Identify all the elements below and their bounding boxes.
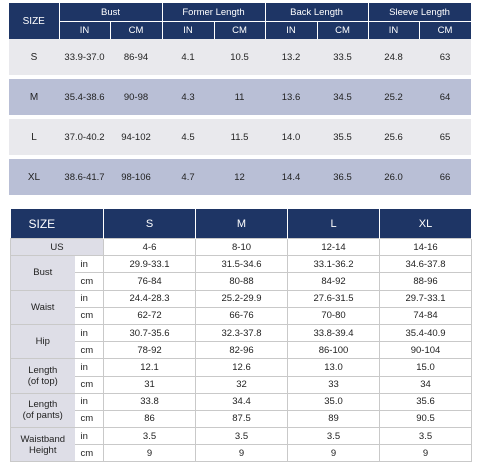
table2-size-col-header: S <box>104 209 196 239</box>
table1-unit-header: CM <box>419 22 471 40</box>
table2-unit: in <box>75 324 104 341</box>
table1-group-header: Back Length <box>265 3 368 22</box>
table1-cell: 35.5 <box>317 117 368 157</box>
table2-cell: 3.5 <box>196 428 288 445</box>
table2-row <box>11 342 472 359</box>
table2-measure-label-line: Length <box>28 365 58 376</box>
table2-cell: 33.8-39.4 <box>288 324 380 341</box>
table1-group-header: Sleeve Length <box>368 3 471 22</box>
table2-row-label: US <box>11 239 104 256</box>
table1-cell: 12 <box>214 157 265 197</box>
table2-measure-label <box>11 324 75 358</box>
table2-cell: 9 <box>104 445 196 462</box>
table2-cell: 88-96 <box>380 273 472 290</box>
table1-cell: 66 <box>419 157 471 197</box>
table1-group-header: Bust <box>59 3 162 22</box>
table2-cell: 70-80 <box>288 307 380 324</box>
table2-cell: 87.5 <box>196 410 288 427</box>
table2-cell: 76-84 <box>104 273 196 290</box>
table1-unit-header: IN <box>59 22 110 40</box>
table2-cell: 3.5 <box>288 428 380 445</box>
table2-measure-label-line: Bust <box>33 267 53 279</box>
table1-cell: 64 <box>419 77 471 117</box>
table2-cell: 29.9-33.1 <box>104 256 196 273</box>
table1-cell: 26.0 <box>368 157 419 197</box>
table1-size-cell: S <box>9 39 59 77</box>
table2-cell: 3.5 <box>380 428 472 445</box>
table2-cell: 12-14 <box>288 239 380 256</box>
table1-cell: 63 <box>419 39 471 77</box>
table2-measure-label-line: (of top) <box>27 376 58 387</box>
table1-cell: 90-98 <box>110 77 162 117</box>
table2-measure-label <box>11 256 75 290</box>
table2-cell: 9 <box>288 445 380 462</box>
table2-cell: 89 <box>288 410 380 427</box>
table2-unit: cm <box>75 342 104 359</box>
table2-row <box>11 410 472 427</box>
table1-cell: 4.7 <box>162 157 214 197</box>
table2-unit: cm <box>75 376 104 393</box>
table2-unit: cm <box>75 273 104 290</box>
table2-measure-label <box>11 290 75 324</box>
table2-cell: 8-10 <box>196 239 288 256</box>
table1-size-cell: L <box>9 117 59 157</box>
table2-cell: 33.8 <box>104 393 196 410</box>
size-chart-table-1 <box>9 3 472 199</box>
table2-cell: 33.1-36.2 <box>288 256 380 273</box>
table2-cell: 30.7-35.6 <box>104 324 196 341</box>
table1-cell: 35.4-38.6 <box>59 77 110 117</box>
table1-size-header: SIZE <box>9 3 59 39</box>
table1-cell: 38.6-41.7 <box>59 157 110 197</box>
table2-cell: 34.4 <box>196 393 288 410</box>
table2-row <box>11 428 472 445</box>
table1-cell: 25.2 <box>368 77 419 117</box>
table2-cell: 24.4-28.3 <box>104 290 196 307</box>
table1-unit-header: CM <box>110 22 162 40</box>
table2-size-col-header: XL <box>380 209 472 239</box>
table1-cell: 14.4 <box>265 157 317 197</box>
table2-cell: 14-16 <box>380 239 472 256</box>
table1-cell: 37.0-40.2 <box>59 117 110 157</box>
table1-unit-header: IN <box>368 22 419 40</box>
table1-cell: 33.5 <box>317 39 368 77</box>
table2-cell: 82-96 <box>196 342 288 359</box>
table1-cell: 10.5 <box>214 39 265 77</box>
table2-cell: 90.5 <box>380 410 472 427</box>
table2-unit: in <box>75 290 104 307</box>
table2-cell: 84-92 <box>288 273 380 290</box>
table2-cell: 80-88 <box>196 273 288 290</box>
table2-cell: 78-92 <box>104 342 196 359</box>
table2-measure-label <box>11 428 75 462</box>
table2-unit: in <box>75 256 104 273</box>
table1-cell: 65 <box>419 117 471 157</box>
table2-cell: 31 <box>104 376 196 393</box>
table2-row <box>11 273 472 290</box>
table1-cell: 14.0 <box>265 117 317 157</box>
table2-unit: in <box>75 393 104 410</box>
table1-cell: 4.5 <box>162 117 214 157</box>
table2-unit: cm <box>75 410 104 427</box>
table1-cell: 25.6 <box>368 117 419 157</box>
table2-cell: 34 <box>380 376 472 393</box>
table1-cell: 98-106 <box>110 157 162 197</box>
table2-cell: 86-100 <box>288 342 380 359</box>
table1-cell: 36.5 <box>317 157 368 197</box>
table2-unit: in <box>75 428 104 445</box>
table1-cell: 13.2 <box>265 39 317 77</box>
table2-cell: 27.6-31.5 <box>288 290 380 307</box>
table1-group-header: Former Length <box>162 3 265 22</box>
table1-cell: 13.6 <box>265 77 317 117</box>
table2-cell: 4-6 <box>104 239 196 256</box>
table2-measure-label-line: Height <box>29 444 57 456</box>
table2-cell: 9 <box>196 445 288 462</box>
table2-measure-label-line: Waistband <box>20 433 66 445</box>
table1-cell: 86-94 <box>110 39 162 77</box>
table2-cell: 15.0 <box>380 359 472 376</box>
table1-cell: 33.9-37.0 <box>59 39 110 77</box>
table1-cell: 11 <box>214 77 265 117</box>
table1-cell: 94-102 <box>110 117 162 157</box>
table2-cell: 25.2-29.9 <box>196 290 288 307</box>
table2-cell: 86 <box>104 410 196 427</box>
table2-header-row <box>11 209 472 239</box>
table2-size-col-header: M <box>196 209 288 239</box>
table2-measure-label-line: (of pants) <box>22 410 63 422</box>
table2-cell: 12.1 <box>104 359 196 376</box>
size-chart-table-2 <box>10 209 472 462</box>
table2-row <box>11 324 472 341</box>
table2-row <box>11 307 472 324</box>
table1-row <box>9 157 471 197</box>
table2-cell: 35.4-40.9 <box>380 324 472 341</box>
table2-unit: in <box>75 359 104 376</box>
table2-measure-label <box>11 359 75 393</box>
table1-unit-header: IN <box>265 22 317 40</box>
table2-size-header: SIZE <box>11 209 104 239</box>
table1-group-header-row <box>9 3 471 22</box>
table1-unit-header: IN <box>162 22 214 40</box>
table2-cell: 32.3-37.8 <box>196 324 288 341</box>
table2-cell: 32 <box>196 376 288 393</box>
table2-cell: 35.6 <box>380 393 472 410</box>
table2-cell: 34.6-37.8 <box>380 256 472 273</box>
table2-row <box>11 445 472 462</box>
table1-unit-header: CM <box>317 22 368 40</box>
table2-row <box>11 256 472 273</box>
table1-row <box>9 117 471 157</box>
table2-measure-label-line: Waist <box>31 301 55 313</box>
table2-cell: 31.5-34.6 <box>196 256 288 273</box>
table1-row <box>9 77 471 117</box>
table2-row <box>11 359 472 376</box>
table2-row <box>11 290 472 307</box>
table2-cell: 13.0 <box>288 359 380 376</box>
table2-measure-label <box>11 393 75 427</box>
table1-row <box>9 39 471 77</box>
table2-cell: 90-104 <box>380 342 472 359</box>
table2-cell: 29.7-33.1 <box>380 290 472 307</box>
table2-row-us <box>11 239 472 256</box>
table2-cell: 33 <box>288 376 380 393</box>
table2-measure-label-line: Hip <box>35 336 50 348</box>
table2-cell: 9 <box>380 445 472 462</box>
table1-unit-header: CM <box>214 22 265 40</box>
table1-cell: 11.5 <box>214 117 265 157</box>
table1-size-cell: XL <box>9 157 59 197</box>
table2-measure-label-line: Length <box>28 399 58 411</box>
table2-unit: cm <box>75 445 104 462</box>
table2-size-col-header: L <box>288 209 380 239</box>
table2-row <box>11 393 472 410</box>
table2-cell: 3.5 <box>104 428 196 445</box>
table2-cell: 66-76 <box>196 307 288 324</box>
table2-cell: 12.6 <box>196 359 288 376</box>
table2-cell: 74-84 <box>380 307 472 324</box>
table2-cell: 35.0 <box>288 393 380 410</box>
table1-cell: 24.8 <box>368 39 419 77</box>
table2-row <box>11 376 472 393</box>
table2-unit: cm <box>75 307 104 324</box>
table2-cell: 62-72 <box>104 307 196 324</box>
table1-unit-header-row <box>9 22 471 40</box>
table1-cell: 4.1 <box>162 39 214 77</box>
table1-size-cell: M <box>9 77 59 117</box>
table1-cell: 34.5 <box>317 77 368 117</box>
table1-cell: 4.3 <box>162 77 214 117</box>
